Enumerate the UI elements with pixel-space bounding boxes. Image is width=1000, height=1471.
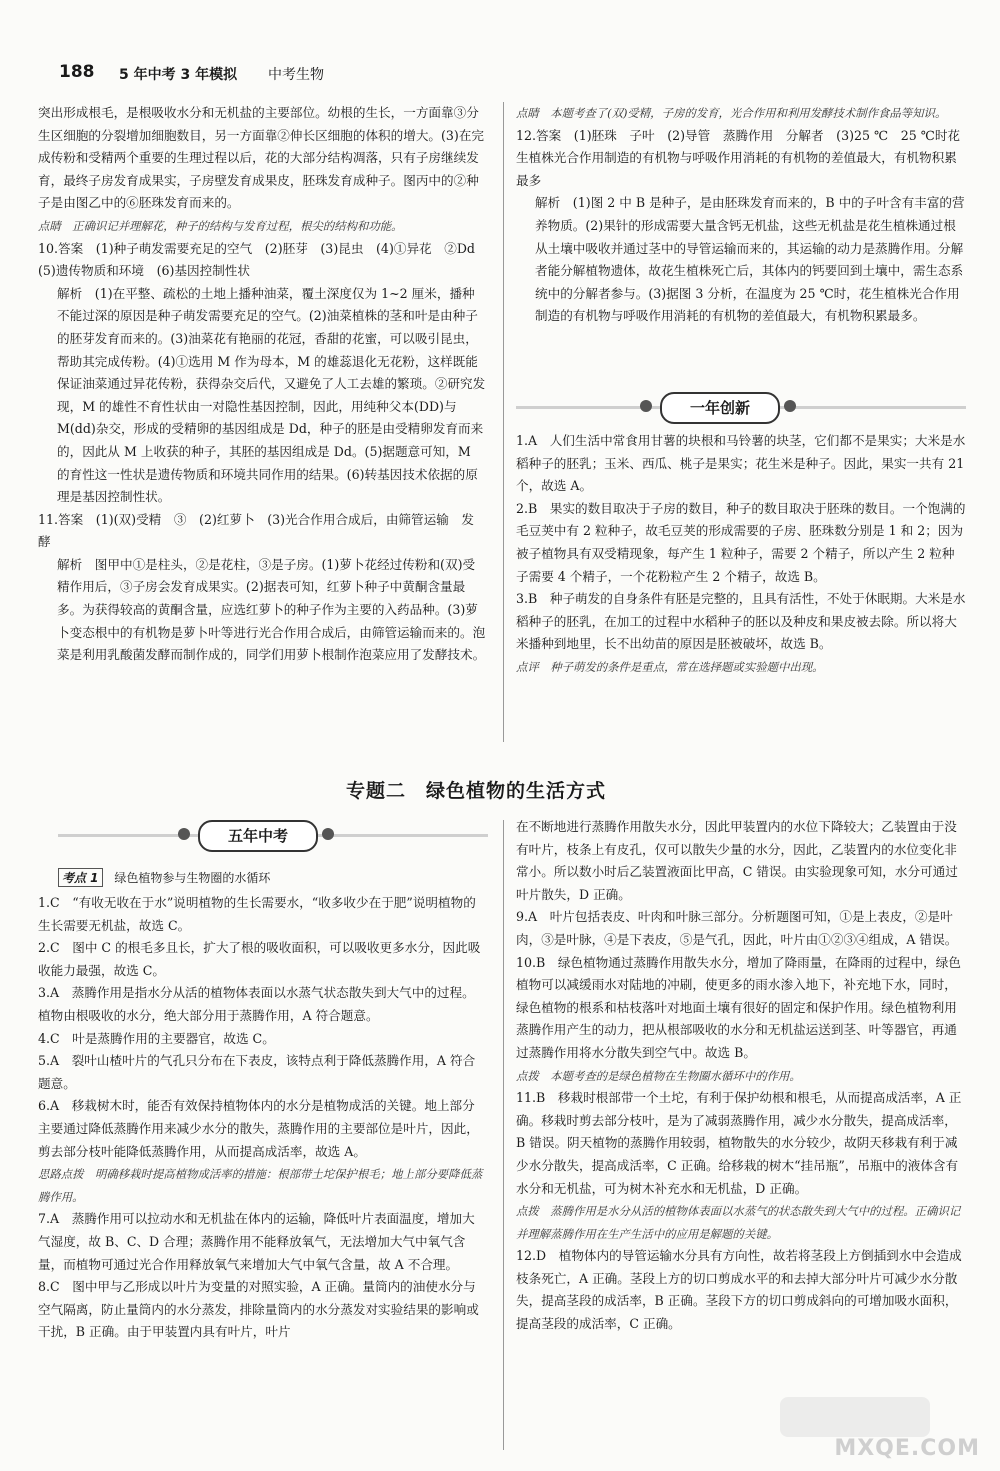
answer-paragraph: 11.答案 (1)(双)受精 ③ (2)红萝卜 (3)光合作用合成后，由筛管运输 发酵 bbox=[38, 511, 474, 550]
column-divider-top bbox=[503, 102, 504, 742]
answer-paragraph: 10.答案 (1)种子萌发需要充足的空气 (2)胚芽 (3)昆虫 (4)①异花 ②Dd (5)遗传物质和环境 (6)基因控制性状 bbox=[38, 240, 488, 279]
note-paragraph: 点睛 正确识记并理解花，种子的结构与发育过程，根尖的结构和功能。 bbox=[38, 218, 403, 233]
answer-paragraph: 7.A 蒸腾作用可以拉动水和无机盐在体内的运输，降低叶片表面温度，增加大气湿度，故 B、C、D 合理；蒸腾作用不能释放氧气，无法增加大气中氧气含量，而植物可通过光合作用释放氧气来增加大气中氧气含量，故 A 不合理。 bbox=[38, 1211, 475, 1272]
answer-paragraph: 5.A 裂叶山楂叶片的气孔只分布在下表皮，该特点利于降低蒸腾作用，A 符合题意。 bbox=[38, 1053, 476, 1091]
top-left-column bbox=[38, 102, 486, 667]
banner-dot-left bbox=[178, 828, 190, 840]
innovation-banner bbox=[516, 392, 966, 422]
page-header bbox=[35, 62, 975, 92]
note-paragraph: 思路点拨 明确移栽时提高植物成活率的措施：根部带土坨保护根毛；地上部分要降低蒸腾作用。 bbox=[38, 1167, 483, 1204]
banner-dot-right bbox=[322, 828, 334, 840]
answer-paragraph: 9.A 叶片包括表皮、叶肉和叶脉三部分。分析题图可知，①是上表皮，②是叶肉，③是叶脉，④是下表皮，⑤是气孔，因此，叶片由①②③④组成，A 错误。 bbox=[516, 909, 958, 947]
answer-paragraph: 1.C “有收无收在于水”说明植物的生长需要水，“收多收少在于肥”说明植物的生长需要无机盐，故选 C。 bbox=[38, 895, 476, 933]
innovation-banner-label: 一年创新 bbox=[660, 392, 780, 424]
banner-dot-right bbox=[784, 400, 796, 412]
answer-paragraph: 10.B 绿色植物通过蒸腾作用散失水分，增加了降雨量，在降雨的过程中，绿色植物可以减缓雨水对陆地的冲刷，使更多的雨水渗入地下，补充地下水，同时，绿色植物的根系和枯枝落叶对地面土壤有很好的固定和保护作用。绿色植物利用蒸腾作用产生的动力，把从根部吸收的水分和无机盐运送到茎、叶等器官，再通过蒸腾作用将水分散失到空气中。故选 B。 bbox=[516, 954, 961, 1060]
note-paragraph: 点睛 本题考查了(双)受精，子房的发育，光合作用和利用发酵技术制作食品等知识。 bbox=[516, 106, 947, 120]
five-year-banner-label: 五年中考 bbox=[198, 820, 318, 852]
bottom-left-column bbox=[38, 892, 486, 1344]
answer-paragraph: 解析 (1)在平整、疏松的土地上播种油菜，覆土深度仅为 1~2 厘米，播种不能过深的原因是种子萌发需要充足的空气。(2)油菜植株的茎和叶是由种子的胚芽发育而来的。(3)油菜花有艳丽的花冠，香甜的花蜜，可以吸引昆虫，帮助其完成传粉。(4)①选用 M 作为母本，M 的雄蕊退化无花粉，这样既能保证油菜通过异花传粉，获得杂交后代，又避免了人工去雄的繁琐。②研究发现，M 的雄性不育性状由一对隐性基因控制，因此，用纯种父本(DD)与 M(dd)杂交，形成的受精卵的基因组成是 Dd，种子的胚是由受精卵发育而来的，因此从 M 上收获的种子，其胚的基因组成是 Dd。(5)据题意可知，M 的育性这一性状是遗传物质和环境共同作用的结果。(6)转基因技术依据的原理是基因控制性状。 bbox=[57, 285, 486, 505]
column-divider-bottom bbox=[503, 820, 504, 1450]
answer-paragraph: 4.C 叶是蒸腾作用的主要器官，故选 C。 bbox=[38, 1030, 275, 1046]
answer-paragraph: 12.D 植物体内的导管运输水分具有方向性，故若将茎段上方倒插到水中会造成枝条死亡，A 正确。茎段上方的切口剪成水平的和去掉大部分叶片可减少水分散失，提高茎段的成活率，B 正确。茎段下方的切口剪成斜向的可增加吸水面积，提高茎段的成活率，C 正确。 bbox=[516, 1248, 962, 1332]
book-title: 5 年中考 3 年模拟 bbox=[119, 67, 238, 83]
answer-paragraph: 6.A 移栽树木时，能否有效保持植物体内的水分是植物成活的关键。地上部分主要通过降低蒸腾作用来减少水分的散失，蒸腾作用的主要部位是叶片，因此，剪去部分枝叶能降低蒸腾作用，从而提高成活率，故选 A。 bbox=[38, 1098, 479, 1159]
answer-paragraph: 3.A 蒸腾作用是指水分从活的植物体表面以水蒸气状态散失到大气中的过程。植物由根吸收的水分，绝大部分用于蒸腾作用，A 符合题意。 bbox=[38, 985, 475, 1023]
note-paragraph: 点评 种子萌发的条件是重点，常在选择题或实验题中出现。 bbox=[516, 659, 824, 674]
answer-paragraph: 8.C 图中甲与乙形成以叶片为变量的对照实验，A 正确。量筒内的油使水分与空气隔离，防止量筒内的水分蒸发，排除量筒内的水分蒸发对实验结果的影响或干扰，B 正确。由于甲装置内具有叶片，叶片 bbox=[38, 1279, 479, 1340]
answer-paragraph: 2.C 图中 C 的根毛多且长，扩大了根的吸收面积，可以吸收更多水分，因此吸收能力最强，故选 C。 bbox=[38, 940, 481, 978]
note-paragraph: 点拨 蒸腾作用是水分从活的植物体表面以水蒸气的状态散失到大气中的过程。正确识记并理解蒸腾作用在生产生活中的应用是解题的关键。 bbox=[516, 1204, 961, 1241]
top-right-column bbox=[516, 102, 966, 328]
answer-paragraph: 2.B 果实的数目取决于子房的数目，种子的数目取决于胚珠的数目。一个饱满的毛豆荚中有 2 粒种子，故毛豆荚的形成需要的子房、胚珠数分别是 1 和 2；因为被子植物具有双受精现象，每产生 1 粒种子，需要 2 个精子，所以产生 2 粒种子需要 4 个精子，一个花粉粒产生 2 个精子，故选 B。 bbox=[516, 500, 966, 584]
page-number: 188 bbox=[59, 62, 95, 82]
answer-paragraph: 解析 图甲中①是柱头，②是花柱，③是子房。(1)萝卜花经过传粉和(双)受精作用后，③子房会发育成果实。(2)据表可知，红萝卜种子中黄酮含量最多。为获得较高的黄酮含量，应选红萝卜的种子作为主要的入药品种。(3)萝卜变态根中的有机物是萝卜叶等进行光合作用合成后，由筛管运输而来的。泡菜是利用乳酸菌发酵而制作成的，同学们用萝卜根制作泡菜应用了发酵技术。 bbox=[57, 556, 486, 663]
innovation-column bbox=[516, 430, 966, 679]
answer-paragraph: 3.B 种子萌发的自身条件有胚是完整的，且具有活性，不处于休眠期。大米是水稻种子的胚乳，在加工的过程中水稻种子的胚以及种皮和果皮被去除。所以将大米播种到地里，长不出幼苗的原因是胚被破坏，故选 B。 bbox=[516, 591, 966, 652]
answer-paragraph: 1.A 人们生活中常食用甘薯的块根和马铃薯的块茎，它们都不是果实；大米是水稻种子的胚乳；玉米、西瓜、桃子是果实；花生米是种子。因此，果实一共有 21 个，故选 A。 bbox=[516, 433, 966, 494]
answer-paragraph: 在不断地进行蒸腾作用散失水分，因此甲装置内的水位下降较大；乙装置由于没有叶片，枝条上有皮孔，仅可以散失少量的水分，因此，乙装置内的水位变化非常小。所以数小时后乙装置液面比甲高，C 错误。由实验现象可知，水分可通过叶片散失，D 正确。 bbox=[516, 819, 958, 902]
knowledge-point-label: 绿色植物参与生物圈的水循环 bbox=[114, 871, 271, 885]
knowledge-point bbox=[58, 868, 270, 887]
answer-paragraph: 解析 (1)图 2 中 B 是种子，是由胚珠发育而来的，B 中的子叶含有丰富的营养物质。(2)果针的形成需要大量含钙无机盐，这些无机盐是花生植株通过根从土壤中吸收并通过茎中的导管运输而来的，其运输的动力是蒸腾作用。分解者能分解植物遗体，故花生植株死亡后，其体内的钙要回到土壤中，需生态系统中的分解者参与。(3)据图 3 分析，在温度为 25 ℃时，花生植株光合作用制造的有机物与呼吸作用消耗的有机物的差值最大，有机物积累最多。 bbox=[535, 195, 965, 324]
banner-dot-left bbox=[640, 400, 652, 412]
five-year-banner bbox=[58, 820, 488, 850]
answer-paragraph: 12.答案 (1)胚珠 子叶 (2)导管 蒸腾作用 分解者 (3)25 ℃ 25 ℃时花生植株光合作用制造的有机物与呼吸作用消耗的有机物的差值最大，有机物积累最多 bbox=[516, 127, 961, 188]
watermark-logo bbox=[780, 1397, 930, 1437]
bottom-right-column bbox=[516, 816, 966, 1336]
knowledge-point-tag: 考点 1 bbox=[58, 868, 103, 887]
topic-title: 专题二 绿色植物的生活方式 bbox=[346, 780, 607, 802]
book-subject: 中考生物 bbox=[268, 67, 324, 83]
answer-paragraph: 11.B 移栽时根部带一个土坨，有利于保护幼根和根毛，从而提高成活率，A 正确。移栽时剪去部分枝叶，是为了减弱蒸腾作用，减少水分散失，提高成活率，B 错误。阴天植物的蒸腾作用较弱，植物散失的水分较少，故阴天移栽有利于减少水分散失，提高成活率，C 正确。给移栽的树木“挂吊瓶”，吊瓶中的液体含有水分和无机盐，可为树木补充水和无机盐，D 正确。 bbox=[516, 1090, 962, 1196]
answer-paragraph: 突出形成根毛，是根吸收水分和无机盐的主要部位。幼根的生长，一方面靠③分生区细胞的分裂增加细胞数目，另一方面靠②伸长区细胞的体积的增大。(3)在完成传粉和受精两个重要的生理过程以后，花的大部分结构凋落，只有子房继续发育，最终子房发育成果实，子房壁发育成果皮，胚珠发育成种子。图丙中的②种子是由图乙中的⑥胚珠发育而来的。 bbox=[38, 105, 485, 211]
watermark-text: MXQE.COM bbox=[834, 1436, 980, 1461]
note-paragraph: 点拨 本题考查的是绿色植物在生物圈水循环中的作用。 bbox=[516, 1068, 801, 1083]
